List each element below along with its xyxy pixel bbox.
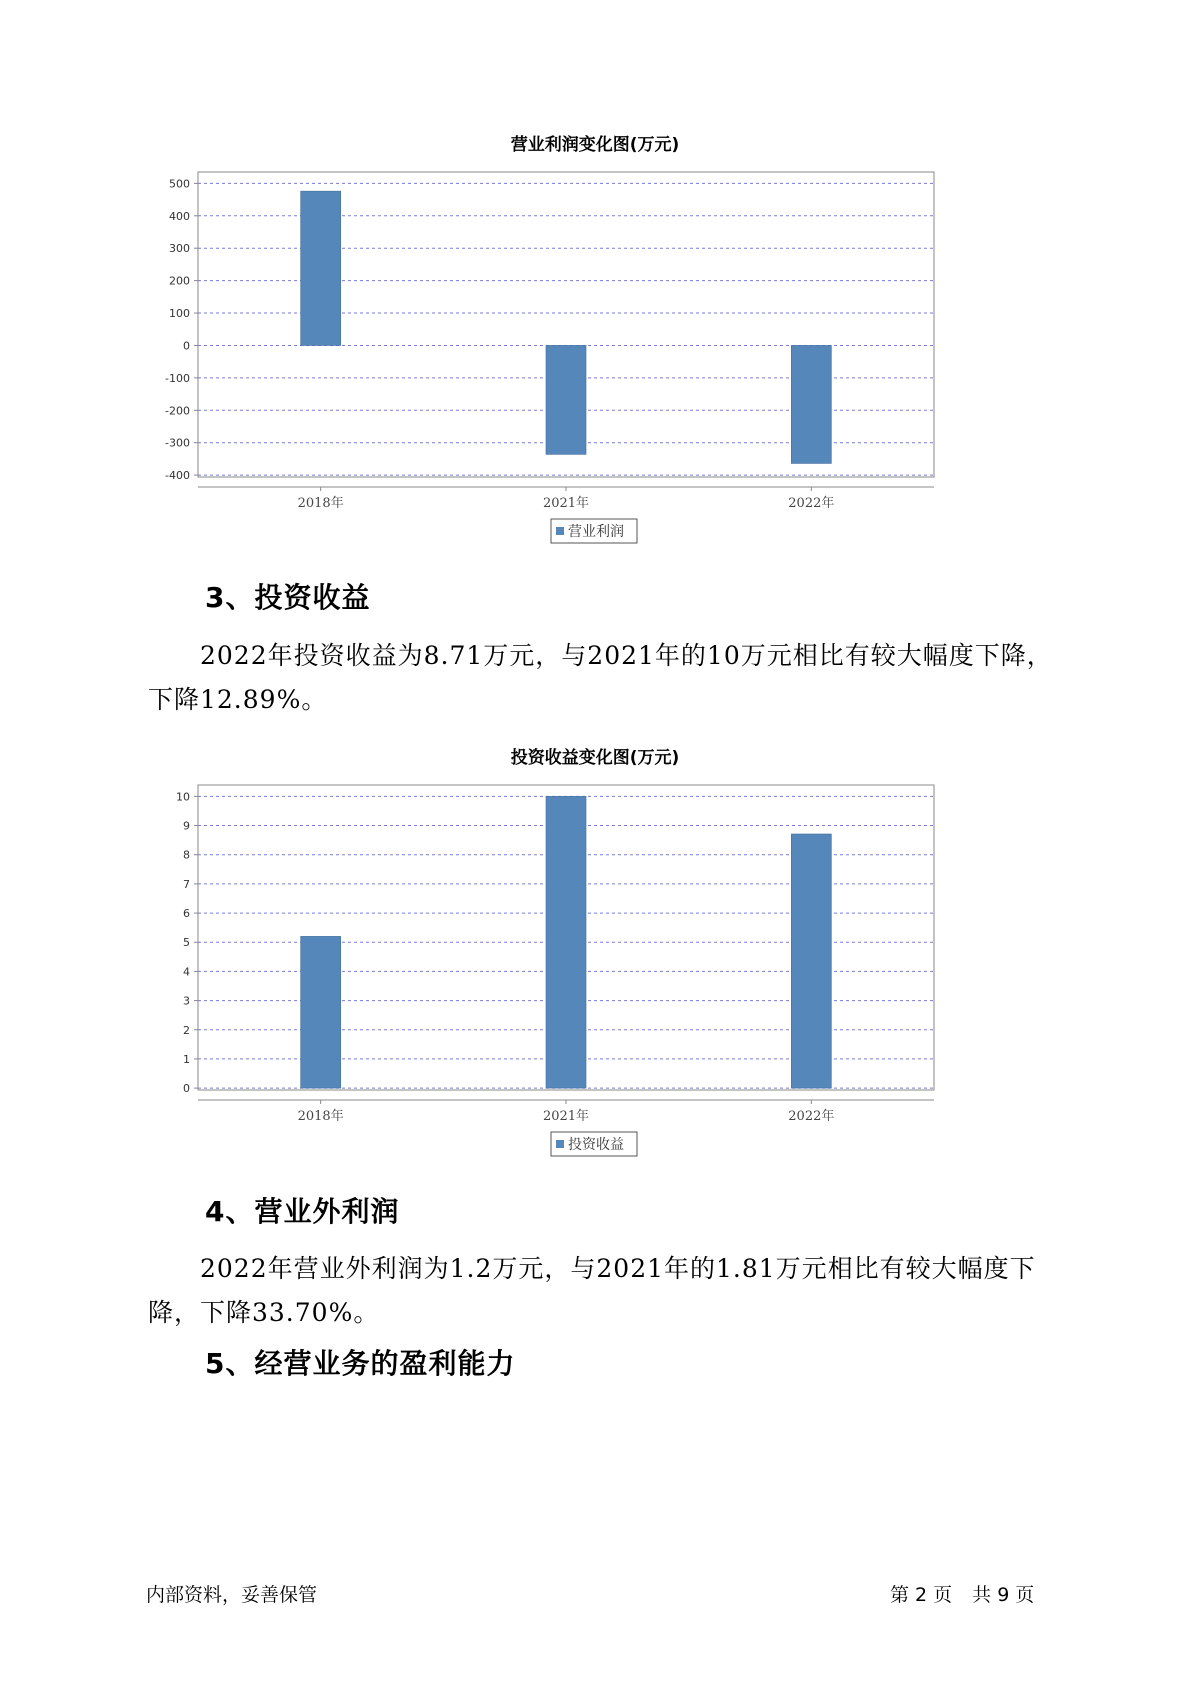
y-tick-label: 300 xyxy=(169,242,190,256)
legend-swatch xyxy=(556,1140,564,1148)
chart-legend xyxy=(551,1132,637,1156)
chart-legend xyxy=(551,519,637,543)
bar-2021年 xyxy=(546,796,586,1088)
investment-text: 2022年投资收益为8.71万元，与2021年的10万元相比有较大幅度下降，下降12.89%。 xyxy=(148,641,1053,714)
x-tick-label: 2021年 xyxy=(542,496,590,511)
y-tick-label: 3 xyxy=(183,994,190,1008)
y-tick-label: 2 xyxy=(183,1023,190,1037)
x-tick-label: 2022年 xyxy=(788,1109,835,1124)
y-tick-label: 10 xyxy=(176,790,190,804)
y-tick-label: -100 xyxy=(165,371,190,385)
non-operating-paragraph xyxy=(148,1247,1063,1335)
y-tick-label: 4 xyxy=(183,965,190,979)
section-heading-profitability: 5、经营业务的盈利能力 xyxy=(205,1347,516,1380)
y-tick-label: 1 xyxy=(183,1052,190,1066)
footer-page-number: 2 xyxy=(915,1584,928,1606)
legend-swatch xyxy=(556,527,564,535)
y-tick-label: 0 xyxy=(183,339,190,353)
investment-income-chart xyxy=(150,733,1030,1173)
footer-total-prefix: 共 xyxy=(972,1584,992,1606)
operating-profit-chart xyxy=(150,120,1030,560)
y-tick-label: 200 xyxy=(169,274,190,288)
y-tick-label: 5 xyxy=(183,936,190,950)
section-heading-non-operating: 4、营业外利润 xyxy=(205,1195,400,1228)
x-tick-label: 2018年 xyxy=(297,496,344,511)
footer-confidential-note: 内部资料，妥善保管 xyxy=(146,1584,318,1606)
y-tick-label: 100 xyxy=(169,307,190,321)
chart-title: 营业利润变化图(万元) xyxy=(510,135,680,155)
y-tick-label: 0 xyxy=(183,1082,190,1096)
y-tick-label: 8 xyxy=(183,848,190,862)
x-tick-label: 2022年 xyxy=(788,496,835,511)
operating-profit-chart-svg xyxy=(150,120,1030,560)
y-tick-label: 500 xyxy=(169,177,190,191)
bar-2022年 xyxy=(791,345,831,463)
footer-total-pages: 9 xyxy=(997,1584,1010,1606)
y-tick-label: 9 xyxy=(183,819,190,833)
y-tick-label: -200 xyxy=(165,404,190,418)
bar-2022年 xyxy=(791,834,831,1088)
investment-income-chart-svg xyxy=(150,733,1030,1173)
bar-2018年 xyxy=(301,191,341,345)
footer-page-info xyxy=(890,1580,1040,1607)
y-tick-label: -400 xyxy=(165,469,190,483)
y-tick-label: 400 xyxy=(169,209,190,223)
y-tick-label: -300 xyxy=(165,436,190,450)
footer-total-word: 页 xyxy=(1015,1584,1035,1606)
y-tick-label: 7 xyxy=(183,877,190,891)
footer-page-prefix: 第 xyxy=(890,1584,910,1606)
x-tick-label: 2021年 xyxy=(542,1109,590,1124)
non-operating-text: 2022年营业外利润为1.2万元，与2021年的1.81万元相比有较大幅度下降，下降33.70%。 xyxy=(148,1254,1036,1327)
bar-2018年 xyxy=(301,936,341,1088)
legend-label: 营业利润 xyxy=(568,524,624,540)
bar-2021年 xyxy=(546,345,586,454)
x-tick-label: 2018年 xyxy=(297,1109,344,1124)
chart-title: 投资收益变化图(万元) xyxy=(510,748,680,768)
footer-page-word: 页 xyxy=(933,1584,953,1606)
legend-label: 投资收益 xyxy=(568,1137,624,1153)
y-tick-label: 6 xyxy=(183,907,190,921)
investment-paragraph xyxy=(148,634,1063,722)
section-heading-investment: 3、投资收益 xyxy=(205,581,371,614)
